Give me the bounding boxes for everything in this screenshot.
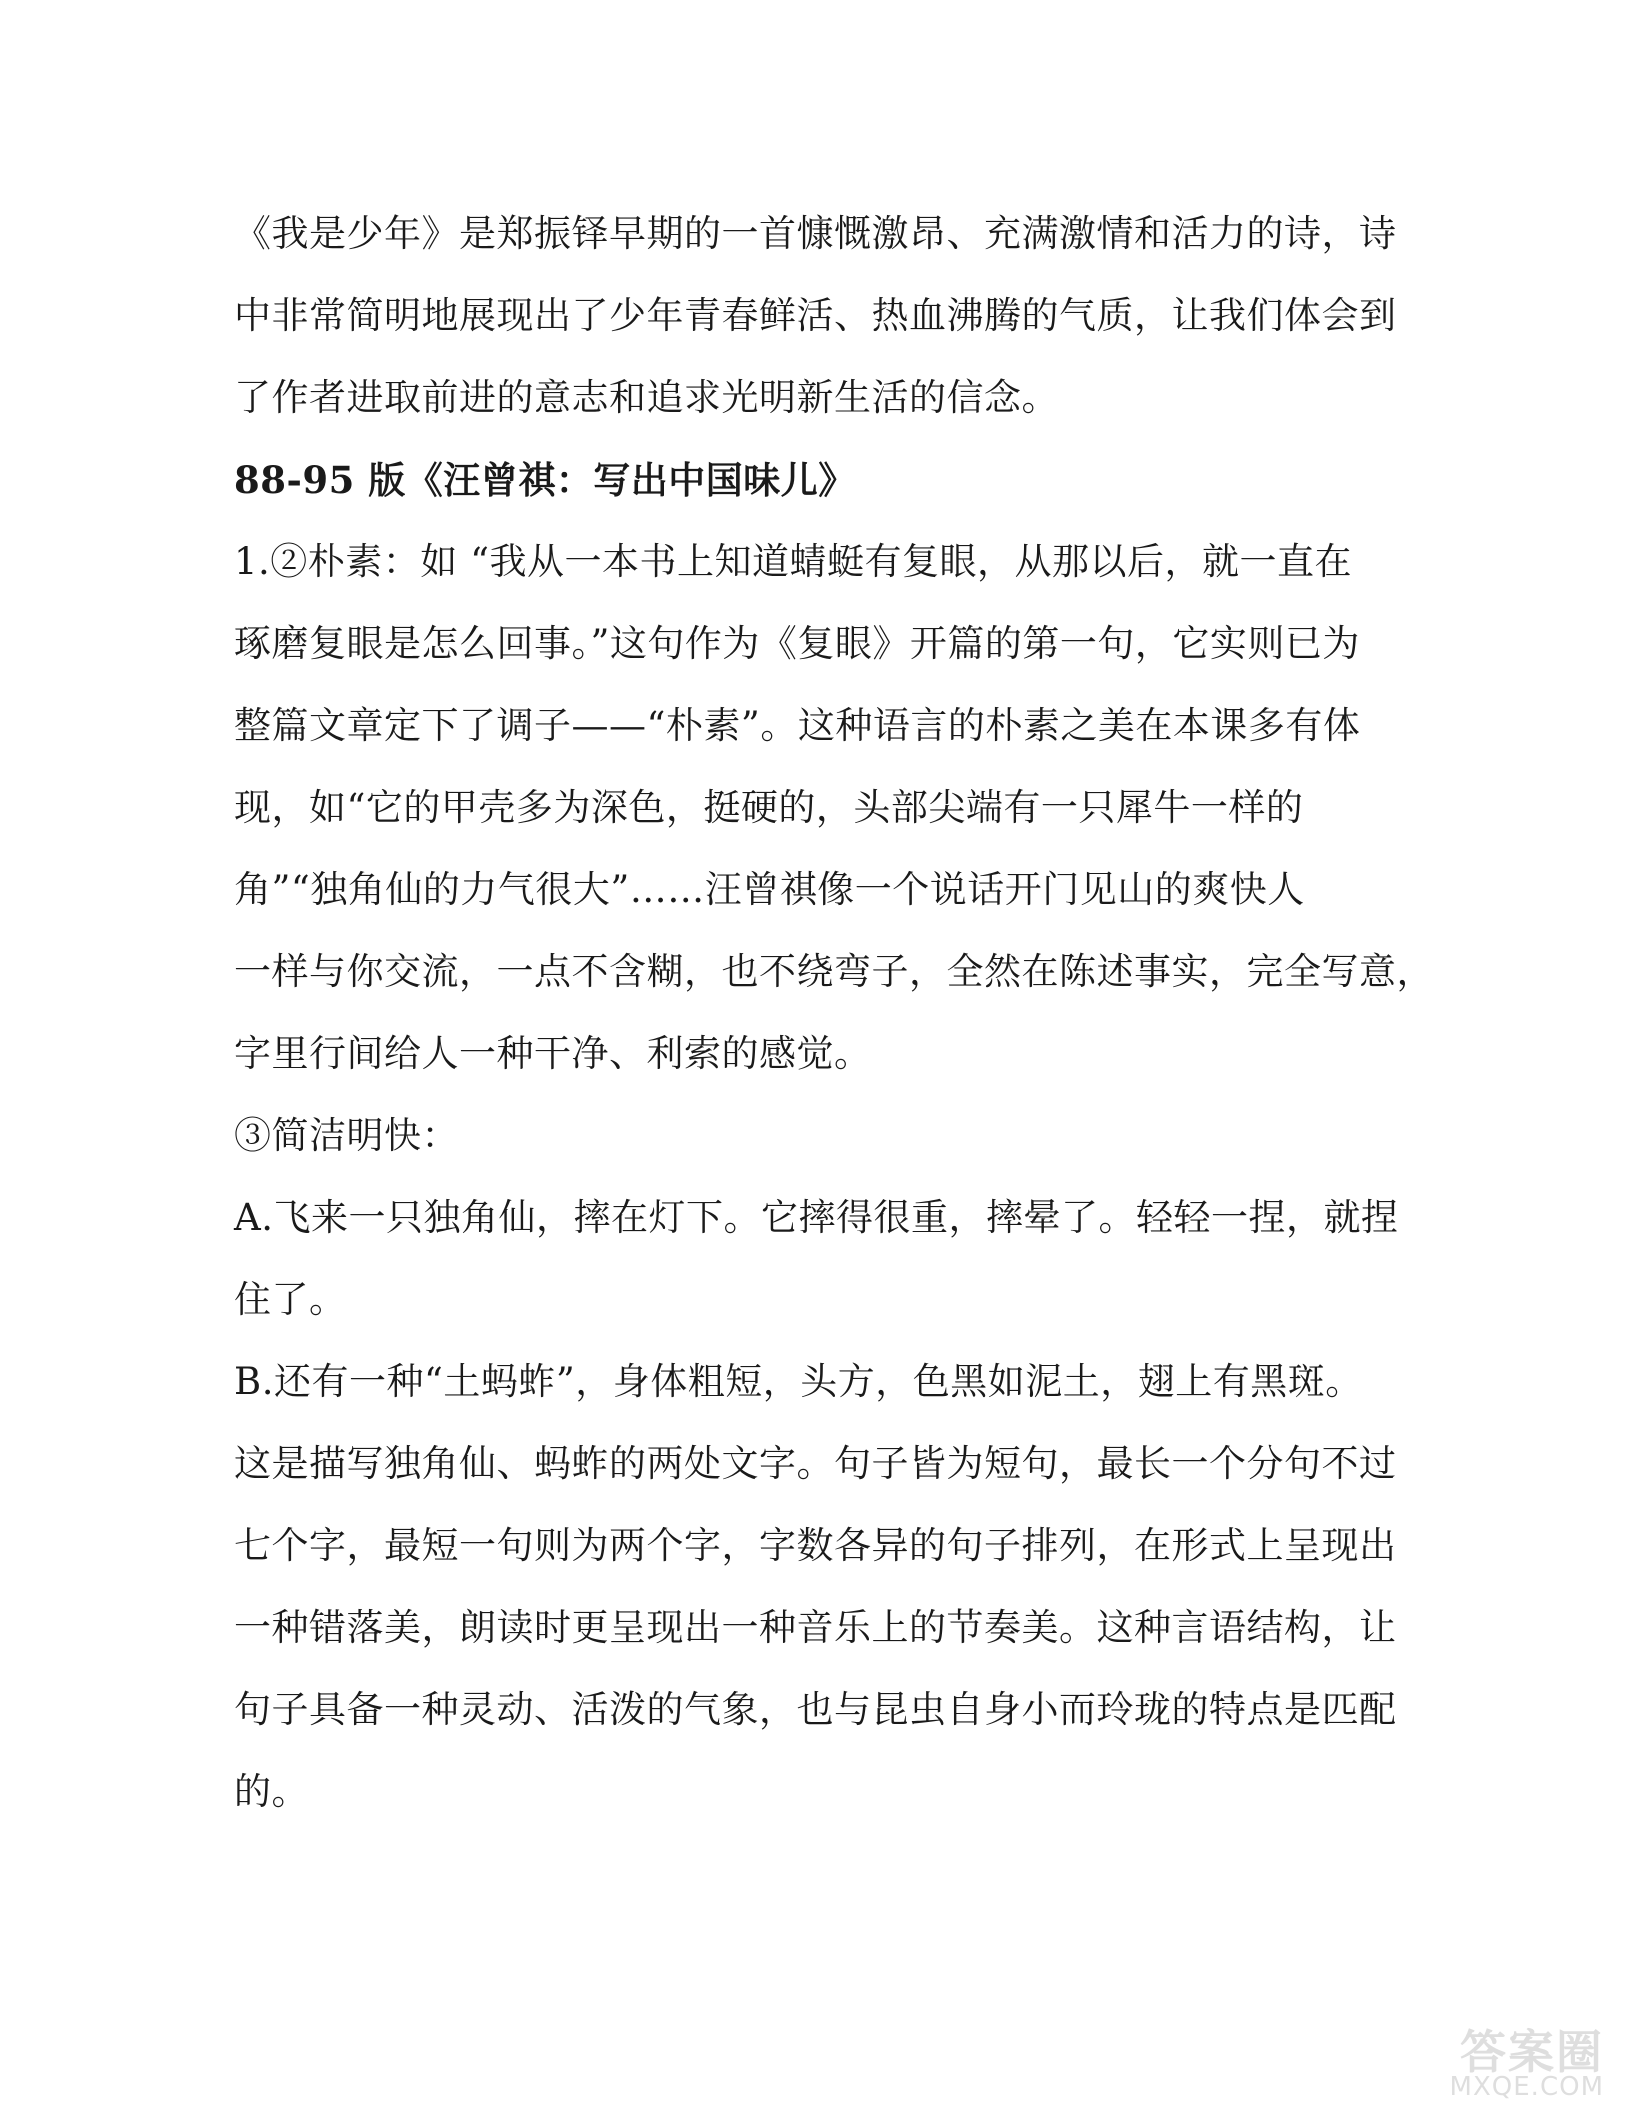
- example-b-line: B.还有一种“土蚂蚱”，身体粗短，头方，色黑如泥土，翅上有黑斑。: [234, 1360, 1363, 1403]
- paragraph-line: 字里行间给人一种干净、利索的感觉。: [234, 1032, 872, 1075]
- paragraph-line: 现，如“它的甲壳多为深色，挺硬的，头部尖端有一只犀牛一样的: [234, 786, 1304, 829]
- paragraph-line: 这是描写独角仙、蚂蚱的两处文字。句子皆为短句，最长一个分句不过: [234, 1442, 1397, 1485]
- paragraph-line: 角”“独角仙的力气很大”……汪曾祺像一个说话开门见山的爽快人: [234, 868, 1305, 911]
- watermark-logo: [1344, 2016, 1604, 2102]
- paragraph-line: 了作者进取前进的意志和追求光明新生活的信念。: [234, 376, 1059, 419]
- watermark-url: MXQE.COM: [1449, 2072, 1604, 2102]
- paragraph-line: 《我是少年》是郑振铎早期的一首慷慨激昂、充满激情和活力的诗，诗: [234, 212, 1397, 255]
- paragraph-line: 琢磨复眼是怎么回事。”这句作为《复眼》开篇的第一句，它实则已为: [234, 622, 1360, 665]
- example-a-line: A.飞来一只独角仙，摔在灯下。它摔得很重，摔晕了。轻轻一捏，就捏: [234, 1196, 1399, 1239]
- list-item-title: ③简洁明快：: [234, 1114, 459, 1157]
- paragraph-line: 整篇文章定下了调子——“朴素”。这种语言的朴素之美在本课多有体: [234, 704, 1361, 747]
- paragraph-line: 七个字，最短一句则为两个字，字数各异的句子排列，在形式上呈现出: [234, 1524, 1397, 1567]
- watermark-text: 答案圈: [1460, 2025, 1604, 2079]
- paragraph-line: 句子具备一种灵动、活泼的气象，也与昆虫自身小而玲珑的特点是匹配: [234, 1688, 1397, 1731]
- paragraph-line: 一样与你交流，一点不含糊，也不绕弯子，全然在陈述事实，完全写意，: [234, 950, 1434, 993]
- paragraph-line: 的。: [234, 1770, 309, 1813]
- paragraph-line: 中非常简明地展现出了少年青春鲜活、热血沸腾的气质，让我们体会到: [234, 294, 1397, 337]
- section-heading: 88-95 版《汪曾祺：写出中国味儿》: [234, 458, 856, 502]
- paragraph-line: 1.②朴素：如 “我从一本书上知道蜻蜓有复眼，从那以后，就一直在: [234, 540, 1352, 583]
- paragraph-line: 一种错落美，朗读时更呈现出一种音乐上的节奏美。这种言语结构，让: [234, 1606, 1397, 1649]
- example-a-line: 住了。: [234, 1278, 347, 1321]
